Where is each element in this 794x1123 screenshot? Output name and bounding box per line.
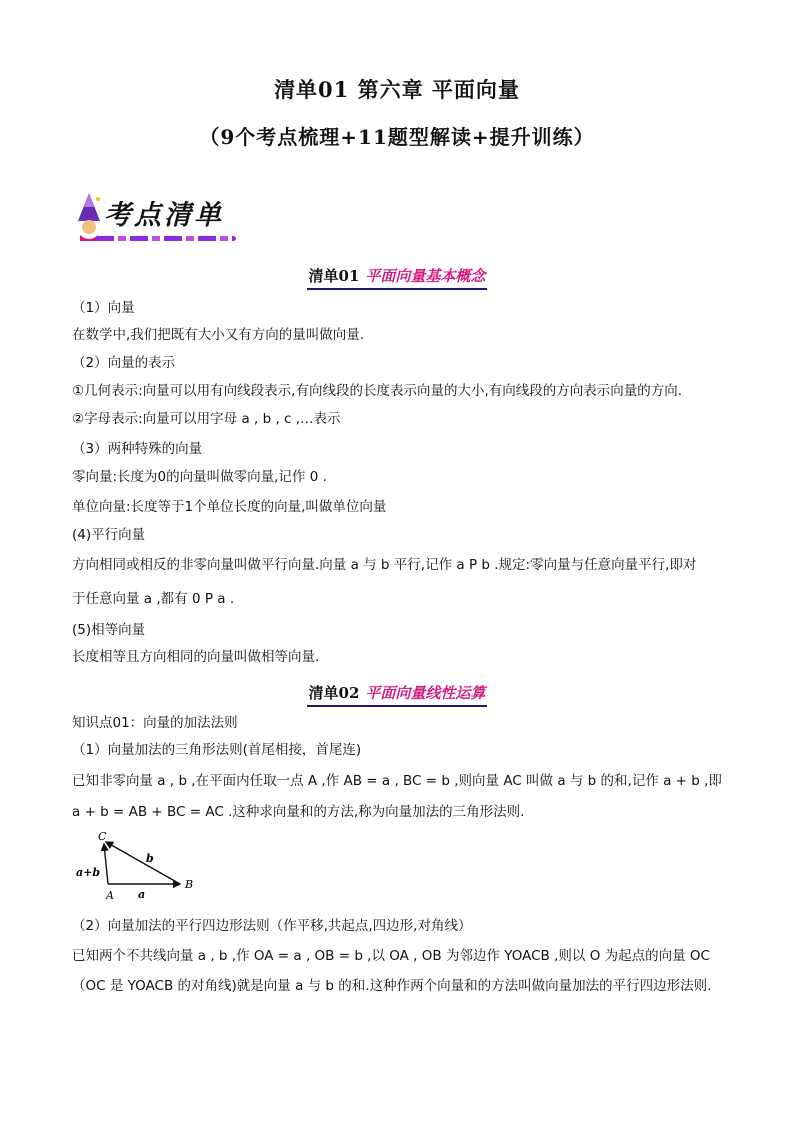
text-line: ②字母表示:向量可以用字母 a , b , c ,…表示 — [72, 411, 341, 427]
logo-text: 考点清单 — [104, 200, 224, 231]
section-number: 清单02 — [308, 684, 360, 702]
text-line: （2）向量加法的平行四边形法则（作平移,共起点,四边形,对角线） — [72, 918, 472, 934]
triangle-rule-diagram — [72, 826, 212, 906]
text-line: （2）向量的表示 — [72, 355, 176, 371]
text-line: 单位向量:长度等于1个单位长度的向量,叫做单位向量 — [72, 499, 387, 515]
page-title: 清单01 第六章 平面向量 — [274, 77, 520, 102]
text-line: （3）两种特殊的向量 — [72, 441, 203, 457]
label-b: b — [146, 852, 154, 865]
text-line: 于任意向量 a ,都有 0 P a . — [72, 591, 235, 607]
text-line: （1）向量加法的三角形法则(首尾相接，首尾连) — [72, 742, 362, 758]
text-line: 在数学中,我们把既有大小又有方向的量叫做向量. — [72, 327, 365, 343]
section-logo — [72, 191, 242, 247]
text-line: 知识点01：向量的加法法则 — [72, 715, 238, 731]
text-line: (4)平行向量 — [72, 527, 146, 543]
text-line: a + b = AB + BC = AC .这种求向量和的方法,称为向量加法的三角形法则. — [72, 804, 525, 820]
text-line: ①几何表示:向量可以用有向线段表示,有向线段的长度表示向量的大小,有向线段的方向表示向量的方向. — [72, 383, 683, 399]
label-a-plus-b: a+b — [76, 866, 101, 879]
text-line: (5)相等向量 — [72, 622, 146, 638]
section-title: 平面向量基本概念 — [365, 267, 486, 285]
label-A: A — [106, 889, 114, 902]
section-number: 清单01 — [308, 267, 360, 285]
label-C: C — [98, 830, 107, 843]
text-line: （OC 是 YOACB 的对角线)就是向量 a 与 b 的和.这种作两个向量和的方法叫做向量加法的平行四边形法则. — [72, 978, 712, 994]
section-heading-2 — [0, 682, 794, 707]
page-subtitle: （9个考点梳理+11题型解读+提升训练） — [199, 125, 595, 149]
text-line: 方向相同或相反的非零向量叫做平行向量.向量 a 与 b 平行,记作 a P b .规定:零向量与任意向量平行,即对 — [72, 557, 697, 573]
vector-a-plus-b — [104, 844, 108, 884]
wizard-icon — [72, 191, 106, 241]
text-line: 长度相等且方向相同的向量叫做相等向量. — [72, 649, 320, 665]
label-B: B — [185, 878, 194, 891]
logo-underline — [96, 236, 236, 241]
vector-b — [106, 842, 180, 884]
section-title: 平面向量线性运算 — [365, 684, 486, 702]
text-line: （1）向量 — [72, 300, 135, 316]
label-a: a — [138, 888, 146, 901]
text-line: 已知非零向量 a , b ,在平面内任取一点 A ,作 AB = a , BC = b ,则向量 AC 叫做 a 与 b 的和,记作 a + b ,即 — [72, 773, 722, 789]
text-line: 已知两个不共线向量 a , b ,作 OA = a , OB = b ,以 OA , OB 为邻边作 YOACB ,则以 O 为起点的向量 OC — [72, 948, 710, 964]
text-line: 零向量:长度为0的向量叫做零向量,记作 0 . — [72, 469, 327, 485]
section-heading-1 — [0, 265, 794, 290]
